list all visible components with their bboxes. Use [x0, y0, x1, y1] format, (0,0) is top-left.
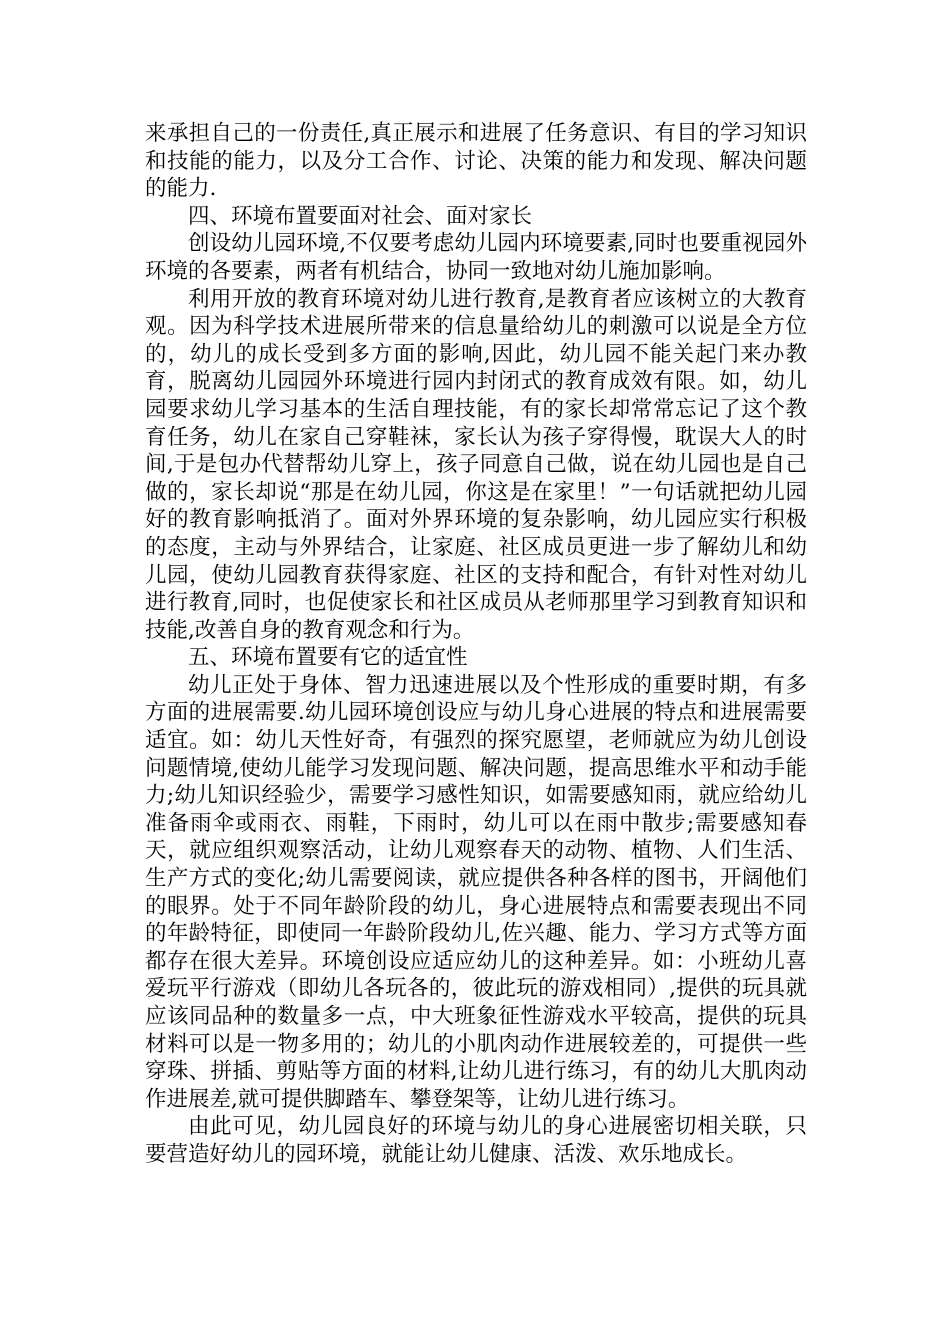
- document-page: [145, 120, 807, 1169]
- section-heading-five: 五、环境布置要有它的适宜性: [188, 645, 468, 671]
- continuation-paragraph: 来承担自己的一份责任,真正展示和进展了任务意识、有目的学习知识和技能的能力，以及分工合作、讨论、决策的能力和发现、解决问题的能力.: [145, 121, 807, 202]
- body-paragraph: 幼儿正处于身体、智力迅速进展以及个性形成的重要时期，有多方面的进展需要.幼儿园环境创设应与幼儿身心进展的特点和进展需要适宜。如：幼儿天性好奇，有强烈的探究愿望，老师就应为幼儿创设问题情境,使幼儿能学习发现问题、解决问题，提高思维水平和动手能力;幼儿知识经验少，需要学习感性知识，如需要感知雨，就应给幼儿准备雨伞或雨衣、雨鞋，下雨时，幼儿可以在雨中散步;需要感知春天，就应组织观察活动，让幼儿观察春天的动物、植物、人们生活、生产方式的变化;幼儿需要阅读，就应提供各种各样的图书，开阔他们的眼界。处于不同年龄阶段的幼儿，身心进展特点和需要表现出不同的年龄特征，即使同一年龄阶段幼儿,佐兴趣、能力、学习方式等方面都存在很大差异。环境创设应适应幼儿的这种差异。如：小班幼儿喜爱玩平行游戏（即幼儿各玩各的，彼此玩的游戏相同）,提供的玩具就应该同品种的数量多一点，中大班象征性游戏水平较高，提供的玩具材料可以是一物多用的；幼儿的小肌肉动作进展较差的，可提供一些穿珠、拼插、剪贴等方面的材料,让幼儿进行练习，有的幼儿大肌肉动作进展差,就可提供脚踏车、攀登架等，让幼儿进行练习。: [145, 672, 807, 1112]
- body-paragraph: 利用开放的教育环境对幼儿进行教育,是教育者应该树立的大教育观。因为科学技术进展所带来的信息量给幼儿的刺激可以说是全方位的，幼儿的成长受到多方面的影响,因此，幼儿园不能关起门来办教育，脱离幼儿园园外环境进行园内封闭式的教育成效有限。如，幼儿园要求幼儿学习基本的生活自理技能，有的家长却常常忘记了这个教育任务，幼儿在家自己穿鞋袜，家长认为孩子穿得慢，耽误大人的时间,于是包办代替帮幼儿穿上，孩子同意自己做，说在幼儿园也是自己做的，家长却说“那是在幼儿园，你这是在家里！”一句话就把幼儿园好的教育影响抵消了。面对外界环境的复杂影响，幼儿园应实行积极的态度，主动与外界结合，让家庭、社区成员更进一步了解幼儿和幼儿园，使幼儿园教育获得家庭、社区的支持和配合，有针对性对幼儿进行教育,同时，也促使家长和社区成员从老师那里学习到教育知识和技能,改善自身的教育观念和行为。: [145, 286, 807, 643]
- section-heading-four: 四、环境布置要面对社会、面对家长: [188, 203, 533, 229]
- body-paragraph: 创设幼儿园环境,不仅要考虑幼儿园内环境要素,同时也要重视园外环境的各要素，两者有机结合，协同一致地对幼儿施加影响。: [145, 231, 807, 284]
- conclusion-paragraph: 由此可见，幼儿园良好的环境与幼儿的身心进展密切相关联，只要营造好幼儿的园环境，就能让幼儿健康、活泼、欢乐地成长。: [145, 1114, 807, 1167]
